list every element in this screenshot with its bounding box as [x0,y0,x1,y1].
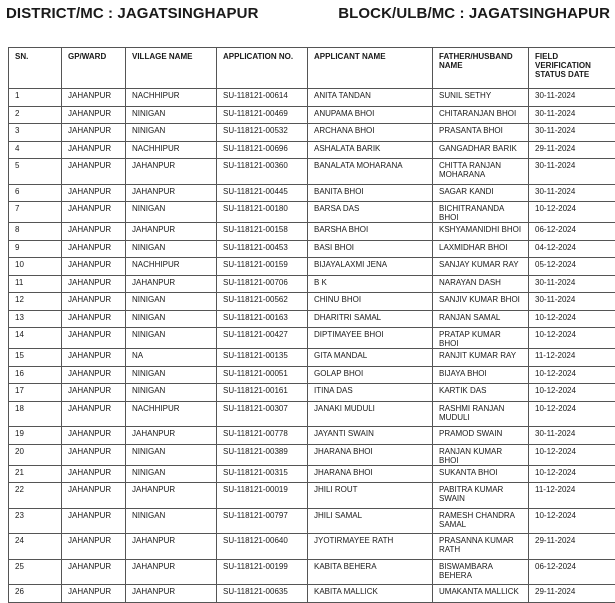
cell-father-husband-name: KSHYAMANIDHI BHOI [433,223,529,241]
table-row [9,240,615,258]
table-row [9,483,615,509]
cell-father-husband-name: UMAKANTA MALLICK [433,585,529,603]
cell-applicant-name: BIJAYALAXMI JENA [308,258,433,276]
cell-application-no: SU-118121-00051 [217,366,308,384]
cell-village-name: NA [126,349,217,367]
table-row [9,585,615,603]
cell-gp-ward: JAHANPUR [62,349,126,367]
district-title: DISTRICT/MC : JAGATSINGHAPUR [6,5,259,22]
cell-verification-date: 29-11-2024 [529,534,615,560]
cell-sn: 21 [9,465,62,483]
table-row [9,275,615,293]
table-row [9,258,615,276]
cell-father-husband-name: KARTIK DAS [433,384,529,402]
cell-village-name: NINIGAN [126,384,217,402]
cell-applicant-name: ARCHANA BHOI [308,124,433,142]
cell-gp-ward: JAHANPUR [62,124,126,142]
table-row [9,349,615,367]
cell-application-no: SU-118121-00445 [217,184,308,202]
cell-verification-date: 10-12-2024 [529,366,615,384]
cell-gp-ward: JAHANPUR [62,89,126,107]
cell-gp-ward: JAHANPUR [62,465,126,483]
cell-verification-date: 06-12-2024 [529,223,615,241]
cell-sn: 11 [9,275,62,293]
cell-sn: 7 [9,202,62,223]
cell-village-name: NINIGAN [126,124,217,142]
cell-application-no: SU-118121-00307 [217,401,308,427]
cell-gp-ward: JAHANPUR [62,258,126,276]
table-row [9,202,615,223]
cell-applicant-name: JYOTIRMAYEE RATH [308,534,433,560]
cell-sn: 9 [9,240,62,258]
table-row [9,89,615,107]
cell-application-no: SU-118121-00797 [217,508,308,534]
cell-verification-date: 10-12-2024 [529,444,615,465]
cell-applicant-name: DIPTIMAYEE BHOI [308,328,433,349]
cell-village-name: NINIGAN [126,508,217,534]
cell-application-no: SU-118121-00315 [217,465,308,483]
cell-gp-ward: JAHANPUR [62,293,126,311]
cell-sn: 18 [9,401,62,427]
cell-applicant-name: GITA MANDAL [308,349,433,367]
cell-gp-ward: JAHANPUR [62,384,126,402]
cell-applicant-name: JANAKI MUDULI [308,401,433,427]
cell-application-no: SU-118121-00159 [217,258,308,276]
cell-gp-ward: JAHANPUR [62,223,126,241]
cell-father-husband-name: BIJAYA BHOI [433,366,529,384]
table-row [9,293,615,311]
cell-sn: 1 [9,89,62,107]
cell-application-no: SU-118121-00614 [217,89,308,107]
cell-father-husband-name: RANJAN KUMAR BHOI [433,444,529,465]
cell-gp-ward: JAHANPUR [62,240,126,258]
cell-applicant-name: KABITA MALLICK [308,585,433,603]
cell-sn: 17 [9,384,62,402]
cell-father-husband-name: PABITRA KUMAR SWAIN [433,483,529,509]
table-row [9,444,615,465]
cell-applicant-name: JHILI SAMAL [308,508,433,534]
cell-sn: 10 [9,258,62,276]
cell-village-name: JAHANPUR [126,184,217,202]
cell-verification-date: 10-12-2024 [529,465,615,483]
cell-application-no: SU-118121-00562 [217,293,308,311]
cell-sn: 16 [9,366,62,384]
cell-village-name: NINIGAN [126,240,217,258]
cell-application-no: SU-118121-00019 [217,483,308,509]
cell-village-name: NINIGAN [126,328,217,349]
cell-application-no: SU-118121-00199 [217,559,308,585]
cell-verification-date: 10-12-2024 [529,384,615,402]
cell-applicant-name: KABITA BEHERA [308,559,433,585]
cell-sn: 23 [9,508,62,534]
cell-village-name: JAHANPUR [126,585,217,603]
cell-verification-date: 30-11-2024 [529,106,615,124]
table-header-row [9,48,615,89]
cell-village-name: NACHHIPUR [126,89,217,107]
col-header-village-name: VILLAGE NAME [126,48,217,89]
cell-verification-date: 11-12-2024 [529,483,615,509]
cell-sn: 20 [9,444,62,465]
cell-applicant-name: DHARITRI SAMAL [308,310,433,328]
cell-application-no: SU-118121-00640 [217,534,308,560]
cell-verification-date: 29-11-2024 [529,141,615,159]
cell-father-husband-name: BISWAMBARA BEHERA [433,559,529,585]
cell-applicant-name: ANITA TANDAN [308,89,433,107]
block-title: BLOCK/ULB/MC : JAGATSINGHAPUR [338,5,610,22]
cell-village-name: NINIGAN [126,465,217,483]
cell-father-husband-name: RASHMI RANJAN MUDULI [433,401,529,427]
cell-gp-ward: JAHANPUR [62,184,126,202]
cell-application-no: SU-118121-00135 [217,349,308,367]
cell-applicant-name: CHINU BHOI [308,293,433,311]
table-row [9,384,615,402]
cell-father-husband-name: PRASANTA BHOI [433,124,529,142]
cell-sn: 24 [9,534,62,560]
cell-application-no: SU-118121-00427 [217,328,308,349]
cell-gp-ward: JAHANPUR [62,106,126,124]
cell-gp-ward: JAHANPUR [62,444,126,465]
cell-verification-date: 10-12-2024 [529,508,615,534]
cell-village-name: NINIGAN [126,444,217,465]
cell-father-husband-name: LAXMIDHAR BHOI [433,240,529,258]
table-row [9,465,615,483]
cell-applicant-name: BARSHA BHOI [308,223,433,241]
cell-father-husband-name: CHITARANJAN BHOI [433,106,529,124]
cell-verification-date: 30-11-2024 [529,275,615,293]
cell-father-husband-name: SUKANTA BHOI [433,465,529,483]
cell-sn: 5 [9,159,62,185]
cell-father-husband-name: GANGADHAR BARIK [433,141,529,159]
table-row [9,559,615,585]
cell-gp-ward: JAHANPUR [62,159,126,185]
cell-sn: 13 [9,310,62,328]
cell-gp-ward: JAHANPUR [62,310,126,328]
cell-application-no: SU-118121-00158 [217,223,308,241]
cell-application-no: SU-118121-00360 [217,159,308,185]
cell-village-name: NINIGAN [126,202,217,223]
cell-verification-date: 30-11-2024 [529,427,615,445]
cell-application-no: SU-118121-00706 [217,275,308,293]
cell-application-no: SU-118121-00532 [217,124,308,142]
cell-father-husband-name: SANJIV KUMAR BHOI [433,293,529,311]
cell-gp-ward: JAHANPUR [62,275,126,293]
cell-application-no: SU-118121-00161 [217,384,308,402]
cell-village-name: NINIGAN [126,366,217,384]
cell-applicant-name: JAYANTI SWAIN [308,427,433,445]
table-row [9,223,615,241]
table-row [9,124,615,142]
table-row [9,184,615,202]
cell-gp-ward: JAHANPUR [62,585,126,603]
cell-father-husband-name: RANJAN SAMAL [433,310,529,328]
cell-father-husband-name: SUNIL SETHY [433,89,529,107]
cell-sn: 8 [9,223,62,241]
cell-father-husband-name: NARAYAN DASH [433,275,529,293]
cell-sn: 14 [9,328,62,349]
cell-village-name: NACHHIPUR [126,258,217,276]
cell-verification-date: 10-12-2024 [529,310,615,328]
cell-gp-ward: JAHANPUR [62,559,126,585]
cell-father-husband-name: RANJIT KUMAR RAY [433,349,529,367]
cell-sn: 26 [9,585,62,603]
cell-application-no: SU-118121-00163 [217,310,308,328]
table-row [9,106,615,124]
table-row [9,366,615,384]
cell-sn: 4 [9,141,62,159]
cell-village-name: JAHANPUR [126,427,217,445]
cell-sn: 25 [9,559,62,585]
table-row [9,534,615,560]
cell-father-husband-name: SANJAY KUMAR RAY [433,258,529,276]
cell-village-name: NINIGAN [126,106,217,124]
cell-sn: 3 [9,124,62,142]
cell-village-name: NACHHIPUR [126,401,217,427]
cell-verification-date: 30-11-2024 [529,293,615,311]
cell-village-name: NINIGAN [126,293,217,311]
table-row [9,159,615,185]
cell-verification-date: 30-11-2024 [529,89,615,107]
cell-gp-ward: JAHANPUR [62,202,126,223]
cell-application-no: SU-118121-00778 [217,427,308,445]
cell-applicant-name: JHARANA BHOI [308,465,433,483]
table-row [9,310,615,328]
cell-village-name: JAHANPUR [126,534,217,560]
cell-application-no: SU-118121-00469 [217,106,308,124]
cell-gp-ward: JAHANPUR [62,366,126,384]
cell-sn: 6 [9,184,62,202]
cell-applicant-name: GOLAP BHOI [308,366,433,384]
cell-verification-date: 10-12-2024 [529,401,615,427]
cell-father-husband-name: PRASANNA KUMAR RATH [433,534,529,560]
page-header [6,3,610,23]
table-row [9,508,615,534]
cell-father-husband-name: SAGAR KANDI [433,184,529,202]
cell-application-no: SU-118121-00696 [217,141,308,159]
cell-village-name: JAHANPUR [126,159,217,185]
cell-father-husband-name: PRAMOD SWAIN [433,427,529,445]
cell-gp-ward: JAHANPUR [62,401,126,427]
cell-village-name: JAHANPUR [126,483,217,509]
cell-verification-date: 06-12-2024 [529,559,615,585]
cell-applicant-name: JHARANA BHOI [308,444,433,465]
cell-gp-ward: JAHANPUR [62,483,126,509]
col-header-application-no: APPLICATION NO. [217,48,308,89]
table-body [9,89,615,603]
cell-application-no: SU-118121-00180 [217,202,308,223]
cell-verification-date: 30-11-2024 [529,124,615,142]
table-row [9,427,615,445]
cell-father-husband-name: RAMESH CHANDRA SAMAL [433,508,529,534]
cell-father-husband-name: CHITTA RANJAN MOHARANA [433,159,529,185]
cell-village-name: JAHANPUR [126,559,217,585]
cell-gp-ward: JAHANPUR [62,141,126,159]
cell-gp-ward: JAHANPUR [62,508,126,534]
cell-applicant-name: BASI BHOI [308,240,433,258]
col-header-applicant-name: APPLICANT NAME [308,48,433,89]
cell-gp-ward: JAHANPUR [62,534,126,560]
col-header-sn: SN. [9,48,62,89]
cell-verification-date: 29-11-2024 [529,585,615,603]
cell-gp-ward: JAHANPUR [62,328,126,349]
cell-applicant-name: BANITA BHOI [308,184,433,202]
cell-village-name: NACHHIPUR [126,141,217,159]
cell-village-name: NINIGAN [126,310,217,328]
cell-sn: 12 [9,293,62,311]
cell-sn: 2 [9,106,62,124]
cell-sn: 22 [9,483,62,509]
table-row [9,401,615,427]
cell-applicant-name: B K [308,275,433,293]
cell-sn: 15 [9,349,62,367]
cell-application-no: SU-118121-00389 [217,444,308,465]
cell-verification-date: 11-12-2024 [529,349,615,367]
cell-verification-date: 04-12-2024 [529,240,615,258]
cell-applicant-name: ASHALATA BARIK [308,141,433,159]
cell-applicant-name: BANALATA MOHARANA [308,159,433,185]
table-row [9,328,615,349]
cell-verification-date: 10-12-2024 [529,328,615,349]
cell-applicant-name: BARSA DAS [308,202,433,223]
cell-verification-date: 10-12-2024 [529,202,615,223]
col-header-verification-date: FIELD VERIFICATION STATUS DATE [529,48,615,89]
cell-sn: 19 [9,427,62,445]
cell-village-name: JAHANPUR [126,223,217,241]
cell-applicant-name: ANUPAMA BHOI [308,106,433,124]
cell-gp-ward: JAHANPUR [62,427,126,445]
cell-verification-date: 30-11-2024 [529,159,615,185]
col-header-gp-ward: GP/WARD [62,48,126,89]
cell-father-husband-name: BICHITRANANDA BHOI [433,202,529,223]
col-header-father-husband-name: FATHER/HUSBAND NAME [433,48,529,89]
cell-father-husband-name: PRATAP KUMAR BHOI [433,328,529,349]
cell-applicant-name: ITINA DAS [308,384,433,402]
table-row [9,141,615,159]
cell-application-no: SU-118121-00453 [217,240,308,258]
cell-village-name: JAHANPUR [126,275,217,293]
cell-application-no: SU-118121-00635 [217,585,308,603]
cell-verification-date: 05-12-2024 [529,258,615,276]
applicant-table [8,47,615,603]
cell-verification-date: 30-11-2024 [529,184,615,202]
cell-applicant-name: JHILI ROUT [308,483,433,509]
